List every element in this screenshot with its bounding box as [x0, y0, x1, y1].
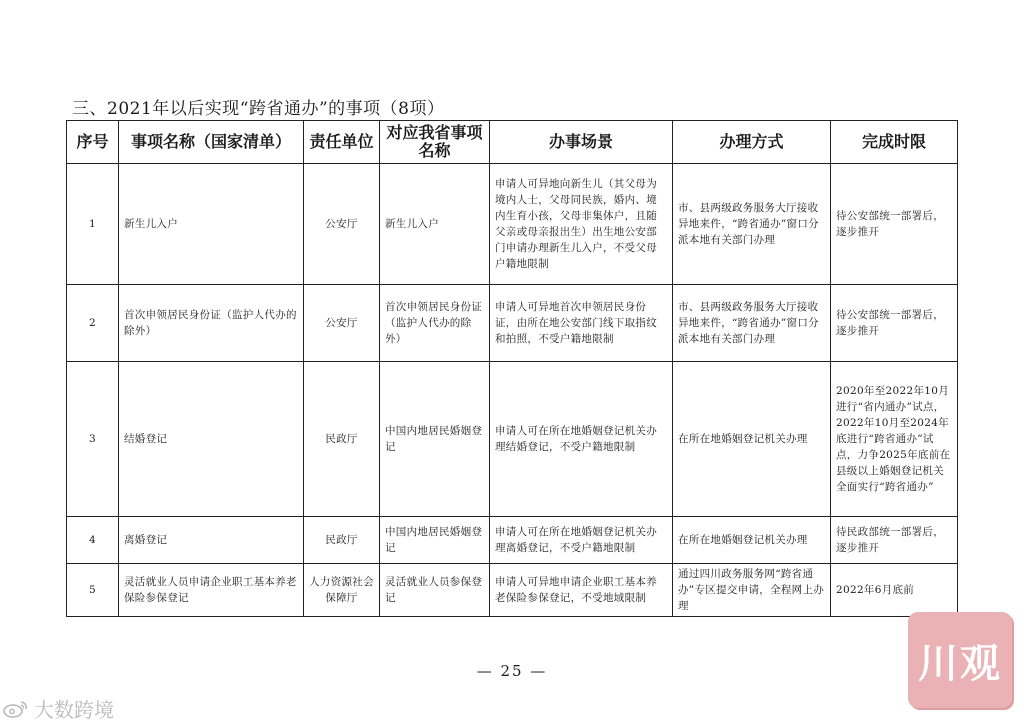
watermark-right-logo: 川观	[908, 612, 1012, 708]
row-scene: 申请人可在所在地婚姻登记机关办理离婚登记，不受户籍地限制	[490, 517, 673, 564]
items-table	[66, 120, 958, 617]
header-province-name: 对应我省事项名称	[380, 121, 490, 164]
row-unit: 公安厅	[304, 164, 380, 285]
header-no: 序号	[67, 121, 119, 164]
header-unit: 责任单位	[304, 121, 380, 164]
header-deadline: 完成时限	[831, 121, 958, 164]
table-row	[67, 164, 958, 285]
row-item-name: 新生儿入户	[119, 164, 304, 285]
row-scene: 申请人可异地首次申领居民身份证，由所在地公安部门线下取指纹和拍照，不受户籍地限制	[490, 285, 673, 362]
row-item-name: 离婚登记	[119, 517, 304, 564]
header-method: 办理方式	[673, 121, 831, 164]
row-method: 在所在地婚姻登记机关办理	[673, 517, 831, 564]
row-no: 5	[67, 564, 119, 617]
row-no: 3	[67, 362, 119, 517]
row-province-name: 首次申领居民身份证（监护人代办的除外）	[380, 285, 490, 362]
row-province-name: 灵活就业人员参保登记	[380, 564, 490, 617]
row-deadline: 2020年至2022年10月进行“省内通办”试点，2022年10月至2024年底进行“跨省通办”试点，力争2025年底前在县级以上婚姻登记机关全面实行“跨省通办”	[831, 362, 958, 517]
row-province-name: 中国内地居民婚姻登记	[380, 362, 490, 517]
weibo-logo-icon	[2, 699, 30, 719]
row-unit: 民政厅	[304, 362, 380, 517]
table-row	[67, 517, 958, 564]
row-deadline: 待民政部统一部署后，逐步推开	[831, 517, 958, 564]
row-scene: 申请人可在所在地婚姻登记机关办理结婚登记，不受户籍地限制	[490, 362, 673, 517]
row-no: 2	[67, 285, 119, 362]
row-method: 市、县两级政务服务大厅接收异地来件，“跨省通办”窗口分派本地有关部门办理	[673, 164, 831, 285]
row-province-name: 新生儿入户	[380, 164, 490, 285]
table-header-row	[67, 121, 958, 164]
table-row	[67, 362, 958, 517]
row-unit: 人力资源社会保障厅	[304, 564, 380, 617]
row-method: 通过四川政务服务网“跨省通办”专区提交申请，全程网上办理	[673, 564, 831, 617]
table-row	[67, 285, 958, 362]
row-method: 市、县两级政务服务大厅接收异地来件，“跨省通办”窗口分派本地有关部门办理	[673, 285, 831, 362]
header-item-name: 事项名称（国家清单）	[119, 121, 304, 164]
row-scene: 申请人可异地申请企业职工基本养老保险参保登记，不受地域限制	[490, 564, 673, 617]
row-deadline: 2022年6月底前	[831, 564, 958, 617]
row-item-name: 首次申领居民身份证（监护人代办的除外）	[119, 285, 304, 362]
table-row	[67, 564, 958, 617]
watermark-left-text: 大数跨境	[34, 698, 114, 722]
section-title: 三、2021年以后实现“跨省通办”的事项（8项）	[72, 99, 445, 119]
row-deadline: 待公安部统一部署后，逐步推开	[831, 164, 958, 285]
row-unit: 民政厅	[304, 517, 380, 564]
row-province-name: 中国内地居民婚姻登记	[380, 517, 490, 564]
row-no: 1	[67, 164, 119, 285]
row-no: 4	[67, 517, 119, 564]
row-item-name: 灵活就业人员申请企业职工基本养老保险参保登记	[119, 564, 304, 617]
watermark-left	[2, 694, 114, 723]
row-method: 在所在地婚姻登记机关办理	[673, 362, 831, 517]
row-deadline: 待公安部统一部署后，逐步推开	[831, 285, 958, 362]
header-scene: 办事场景	[490, 121, 673, 164]
row-scene: 申请人可异地向新生儿（其父母为境内人士，父母同民族，婚内、境内生育小孩，父母非集体户，且随父亲或母亲报出生）出生地公安部门申请办理新生儿入户，不受父母户籍地限制	[490, 164, 673, 285]
row-unit: 公安厅	[304, 285, 380, 362]
row-item-name: 结婚登记	[119, 362, 304, 517]
page-number: — 25 —	[476, 662, 548, 680]
